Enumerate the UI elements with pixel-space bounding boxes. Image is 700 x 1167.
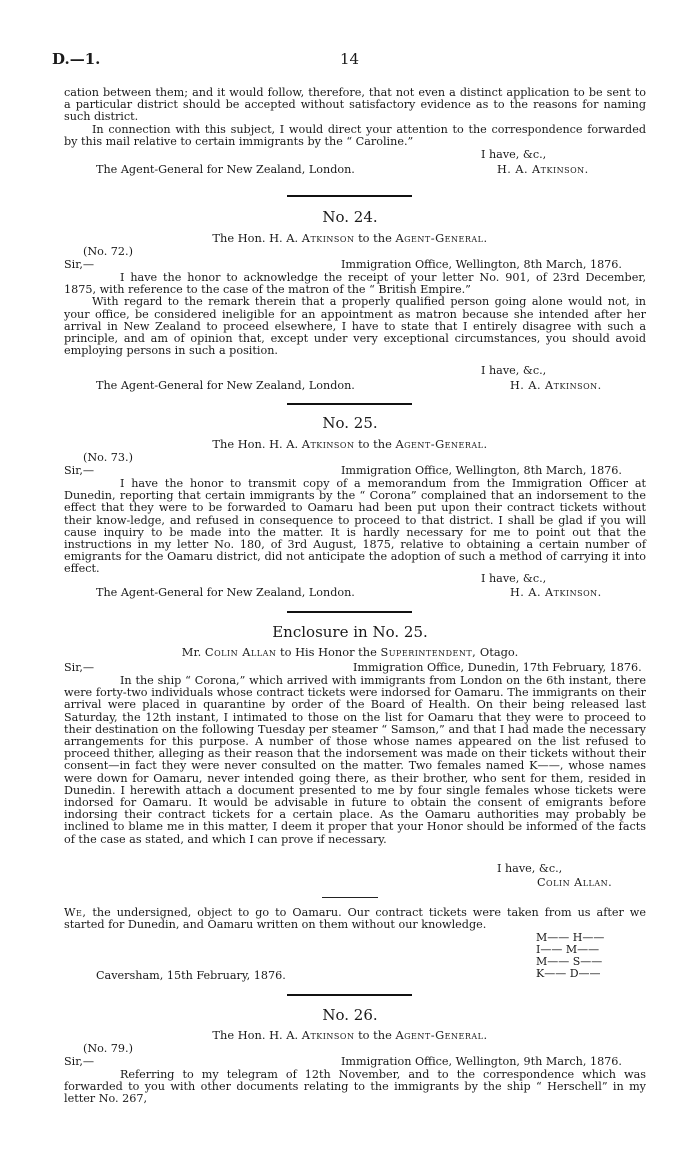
- letter-24-paragraph-1: I have the honor to acknowledge the receipt of your letter No. 901, of 23rd December, 1875, with reference to the case of the matron of the “ British Empire.”: [64, 271, 646, 297]
- section-rule: [287, 403, 412, 405]
- letter-25-signature: H. A. Atkinson.: [510, 586, 602, 599]
- letter-24-signature: H. A. Atkinson.: [510, 379, 602, 392]
- intro-addressee: The Agent-General for New Zealand, London.: [96, 163, 355, 176]
- short-rule: [322, 897, 378, 898]
- letter-25-reference: (No. 73.): [83, 451, 133, 464]
- page-number: 14: [340, 50, 360, 68]
- letter-24-closing: I have, &c.,: [481, 364, 547, 377]
- enclosure-25-title: Enclosure in No. 25.: [272, 623, 428, 641]
- enclosure-25-closing: I have, &c.,: [497, 862, 563, 875]
- enclosure-25-subtitle: Mr. Colin Allan to His Honor the Superintendent, Otago.: [181, 645, 519, 659]
- section-rule: [287, 611, 412, 613]
- intro-body: [64, 87, 646, 148]
- signatory: K—— D——: [536, 967, 601, 980]
- letter-24-addressee: The Agent-General for New Zealand, London.: [96, 379, 355, 392]
- letter-24-salutation: Sir,—: [64, 258, 95, 271]
- protest-place-date: Caversham, 15th February, 1876.: [96, 969, 286, 982]
- enclosure-25-body: [64, 675, 646, 846]
- letter-25-paragraph-1: I have the honor to transmit copy of a memorandum from the Immigration Officer at Dunedin, reporting that certain immigrants by the “ Corona” complained that an indorsement to the effect that they were to be forwarded to Oamaru had been put upon their contract tickets without their know-ledge, and refused in consequence to proceed to that district. I shall be glad if you will cause inquiry to be made into the matter. It is hardly necessary for me to point out that the instructions in my letter No. 180, of 3rd August, 1875, relative to obtaining a certain number of emigrants for the Oamaru district, did not anticipate the adoption of such a method of carrying it into effect.: [64, 477, 646, 576]
- letter-24-place-date: Immigration Office, Wellington, 8th March, 1876.: [341, 258, 622, 271]
- enclosure-25-paragraph-1: In the ship “ Corona,” which arrived with immigrants from London on the 6th instant, there were forty-two individuals whose contract tickets were indorsed for Oamaru. The immigrants on their arrival were placed in quarantine by order of the Board of Health. On their being released last Saturday, the 12th instant, I intimated to those on the list for Oamaru that they were to proceed to their destination on the following Tuesday per steamer “ Samson,” and that I had made the necessary arrangements for this purpose. A number of those whose names appeared on the list refused to proceed thither, alleging as their reason that the indorsement was made on their tickets without their consent—in fact they were never consulted on the matter. Two females named K——, whose names were down for Oamaru, never intended going there, as their brother, who sent for them, resided in Dunedin. I herewith attach a document presented to me by four single females whose tickets were indorsed for Oamaru. It would be advisable in future to obtain the consent of emigrants before indorsing their contract tickets for a certain place. As the Oamaru authorities may probably be inclined to blame me in this matter, I deem it proper that your Honor should be informed of the facts of the case as stated, and which I can prove if necessary.: [64, 674, 646, 846]
- letter-24-reference: (No. 72.): [83, 245, 133, 258]
- protest-signatories: [536, 932, 604, 980]
- letter-25-title: No. 25.: [322, 414, 378, 432]
- letter-26-salutation: Sir,—: [64, 1055, 95, 1068]
- page-header: [52, 50, 652, 72]
- letter-25-place-date: Immigration Office, Wellington, 8th March, 1876.: [341, 464, 622, 477]
- letter-25-subtitle: The Hon. H. A. Atkinson to the Agent-General.: [212, 437, 488, 451]
- letter-26-subtitle: The Hon. H. A. Atkinson to the Agent-General.: [212, 1028, 488, 1042]
- letter-25-closing: I have, &c.,: [481, 572, 547, 585]
- letter-26-body: [64, 1069, 646, 1106]
- letter-24-body: [64, 272, 646, 357]
- enclosure-25-signature: Colin Allan.: [537, 876, 613, 889]
- section-rule: [287, 994, 412, 996]
- letter-25-body: [64, 478, 646, 576]
- enclosure-25-salutation: Sir,—: [64, 661, 95, 674]
- letter-25-salutation: Sir,—: [64, 464, 95, 477]
- protest-document: [64, 907, 646, 931]
- signatory: M—— S——: [536, 955, 603, 968]
- letter-25-addressee: The Agent-General for New Zealand, London.: [96, 586, 355, 599]
- signatory: I—— M——: [536, 943, 600, 956]
- protest-text: We, the undersigned, object to go to Oamaru. Our contract tickets were taken from us after we started for Dunedin, and Oamaru written on them without our knowledge.: [64, 906, 646, 932]
- intro-paragraph-2: In connection with this subject, I would direct your attention to the correspondence forwarded by this mail relative to certain immigrants by the “ Caroline.”: [64, 122, 646, 148]
- protest-lead: We,: [64, 906, 87, 919]
- letter-26-title: No. 26.: [322, 1006, 378, 1024]
- intro-signature: H. A. Atkinson.: [497, 163, 589, 176]
- letter-26-reference: (No. 79.): [83, 1042, 133, 1055]
- intro-paragraph-1: cation between them; and it would follow, therefore, that not even a distinct application to be sent to a particular district should be accepted without satisfactory evidence as to the reasons for naming such district.: [64, 86, 646, 124]
- letter-26-place-date: Immigration Office, Wellington, 9th March, 1876.: [341, 1055, 622, 1068]
- intro-closing: I have, &c.,: [481, 148, 547, 161]
- letter-24-title: No. 24.: [322, 208, 378, 226]
- letter-24-paragraph-2: With regard to the remark therein that a properly qualified person going alone would not, in your office, be considered ineligible for an appointment as matron because she intended after her arrival in New Zealand to proceed elsewhere, I have to state that I entirely disagree with such a principle, and am of opinion that, except under very exceptional circumstances, you should avoid employing persons in such a position.: [64, 295, 646, 358]
- document-code: D.—1.: [52, 50, 101, 68]
- signatory: M—— H——: [536, 931, 605, 944]
- enclosure-25-place-date: Immigration Office, Dunedin, 17th February, 1876.: [353, 661, 642, 674]
- letter-24-subtitle: The Hon. H. A. Atkinson to the Agent-General.: [212, 231, 488, 245]
- section-rule: [287, 195, 412, 197]
- letter-26-paragraph-1: Referring to my telegram of 12th November, and to the correspondence which was forwarded to you with other documents relating to the immigrants by the ship “ Herschell” in my letter No. 267,: [64, 1068, 646, 1106]
